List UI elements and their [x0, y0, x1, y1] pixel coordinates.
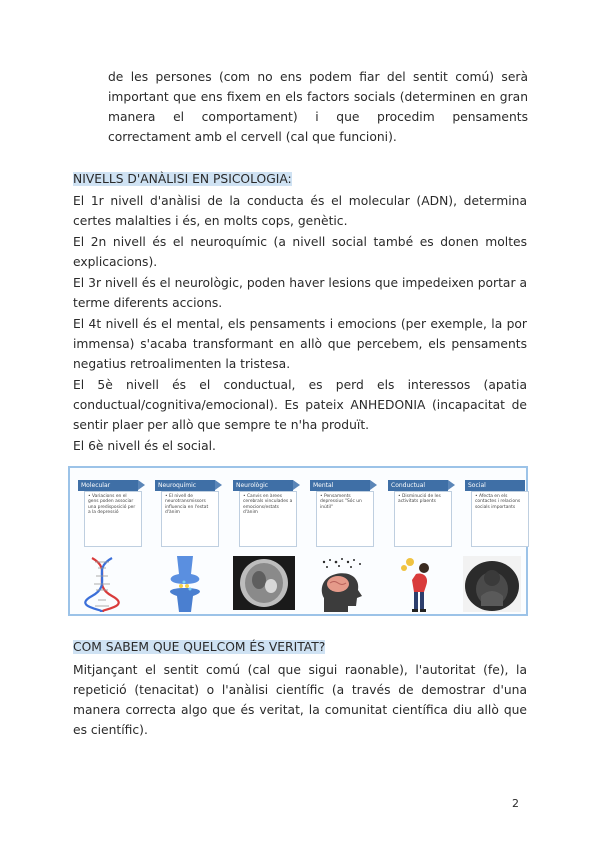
paragraph-level-4: El 4t nivell és el mental, els pensaments i emocions (per exemple, la por immensa) s'acaba transformant en allò que percebem, els pensaments negatius retroalimenten la tristesa.	[73, 317, 527, 371]
arrow-icon	[370, 480, 377, 490]
stage-social-desc: • Afecta en els contactes i relacions socials importants	[471, 491, 529, 547]
sad-person-icon	[396, 556, 442, 612]
stage-neurological-desc: • Canvis en àrees cerebrals vinculades a emocions/estats d'ànim	[239, 491, 297, 547]
head-thoughts-icon	[314, 556, 370, 612]
stage-mental-desc: • Pensaments depressius "Sóc un inútil"	[316, 491, 374, 547]
isolated-person-image	[463, 556, 521, 612]
page-number: 2	[512, 797, 519, 810]
paragraph-level-1: El 1r nivell d'anàlisi de la conducta és el molecular (ADN), determina certes malalties i és, en molts cops, genètic.	[73, 194, 527, 228]
levels-figure	[68, 466, 528, 616]
synapse-icon	[163, 556, 207, 612]
stage-molecular-label: Molecular	[78, 480, 138, 491]
stage-neurological-label: Neurològic	[233, 480, 293, 491]
paragraph-level-2: El 2n nivell és el neuroquímic (a nivell social també es donen moltes explicacions).	[73, 235, 527, 269]
arrow-icon	[448, 480, 455, 490]
brain-scan-image	[233, 556, 295, 610]
stage-social-label: Social	[465, 480, 525, 491]
paragraph-level-5: El 5è nivell és el conductual, es perd els interessos (apatia conductual/cognitiva/emocional). Es pateix ANHEDONIA (incapacitat de sentir plaer per allò que sempre te n'ha produït.	[73, 378, 527, 432]
section-heading-truth: COM SABEM QUE QUELCOM ÉS VERITAT?	[73, 640, 326, 654]
paragraph-truth: Mitjançant el sentit comú (cal que sigui raonable), l'autoritat (fe), la repetició (tenacitat) o l'anàlisi científic (a través de demostrar d'una manera correcta algo que és veritat, la comunitat científica diu allò que es científic).	[73, 663, 527, 737]
intro-paragraph: de les persones (com no ens podem fiar del sentit comú) serà important que ens fixem en els factors socials (determinen en gran manera el comportament) i que procedim pensaments correctament amb el cervell (cal que funcioni).	[108, 70, 528, 144]
section-heading-levels: NIVELLS D'ANÀLISI EN PSICOLOGIA:	[73, 172, 292, 186]
stage-behavioral-desc: • Disminució de les activitats plaents	[394, 491, 452, 547]
arrow-icon	[215, 480, 222, 490]
dna-icon	[84, 556, 120, 612]
arrow-icon	[138, 480, 145, 490]
stage-molecular-desc: • Variacions en el gens poden associar una predisposició per a la depressió	[84, 491, 142, 547]
stage-behavioral-label: Conductual	[388, 480, 448, 491]
stage-neurochemical-desc: • El nivell de neurotransmissors influencia en l'estat d'ànim	[161, 491, 219, 547]
paragraph-level-6: El 6è nivell és el social.	[73, 439, 216, 453]
arrow-icon	[293, 480, 300, 490]
stage-mental-label: Mental	[310, 480, 370, 491]
stage-neurochemical-label: Neuroquímic	[155, 480, 215, 491]
paragraph-level-3: El 3r nivell és el neurològic, poden haver lesions que impedeixen portar a terme diferents accions.	[73, 276, 527, 310]
